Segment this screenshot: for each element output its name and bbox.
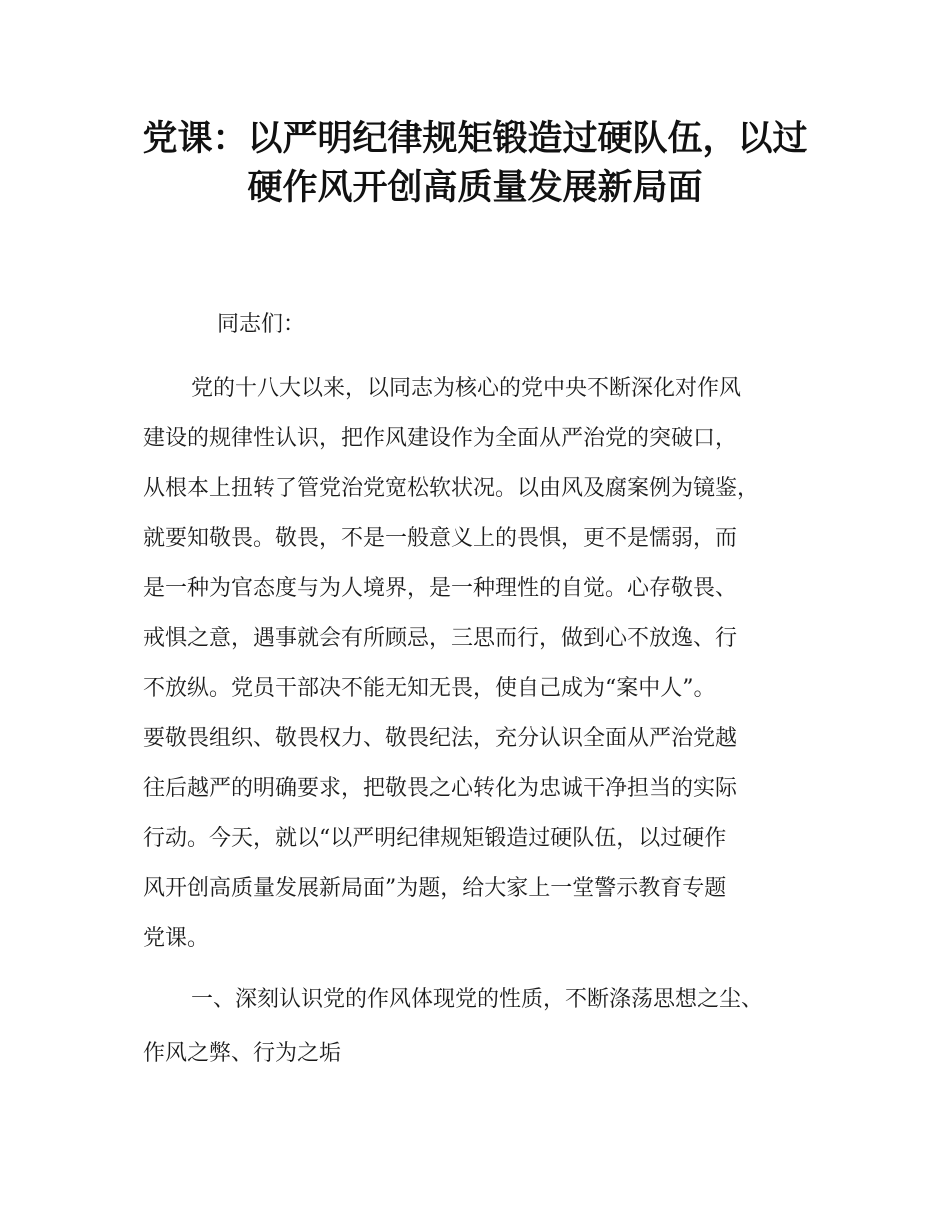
document-title xyxy=(120,115,830,213)
paragraph-line: 党课。 xyxy=(143,926,210,951)
intro-paragraph xyxy=(143,372,833,972)
paragraph-line: 要敬畏组织、敬畏权力、敬畏纪法，充分认识全面从严治党越 xyxy=(143,726,738,751)
paragraph-line: 往后越严的明确要求，把敬畏之心转化为忠诚干净担当的实际 xyxy=(143,776,738,801)
paragraph-line: 就要知敬畏。敬畏，不是一般意义上的畏惧，更不是懦弱，而 xyxy=(143,526,738,551)
section-heading-line: 一、深刻认识党的作风体现党的性质，不断涤荡思想之尘、 xyxy=(191,987,764,1012)
section-heading-line: 作风之弊、行为之垢 xyxy=(143,1041,342,1066)
section-heading xyxy=(143,982,843,1090)
paragraph-line: 行动。今天，就以“以严明纪律规矩锻造过硬队伍，以过硬作 xyxy=(143,826,727,851)
paragraph-line: 不放纵。党员干部决不能无知无畏，使自己成为“案中人”。 xyxy=(143,676,716,701)
paragraph-line: 建设的规律性认识，把作风建设作为全面从严治党的突破口， xyxy=(143,426,738,451)
paragraph-line: 风开创高质量发展新局面”为题，给大家上一堂警示教育专题 xyxy=(143,876,727,901)
paragraph-line: 党的十八大以来，以同志为核心的党中央不断深化对作风 xyxy=(191,376,742,401)
salutation: 同志们： xyxy=(217,312,306,337)
paragraph-line: 戒惧之意，遇事就会有所顾忌，三思而行，做到心不放逸、行 xyxy=(143,626,738,651)
paragraph-line: 是一种为官态度与为人境界，是一种理性的自觉。心存敬畏、 xyxy=(143,576,738,601)
title-line: 党课：以严明纪律规矩锻造过硬队伍，以过 xyxy=(142,119,808,159)
paragraph-line: 从根本上扭转了管党治党宽松软状况。以由风及腐案例为镜鉴， xyxy=(143,476,760,501)
title-line: 硬作风开创高质量发展新局面 xyxy=(247,168,703,208)
